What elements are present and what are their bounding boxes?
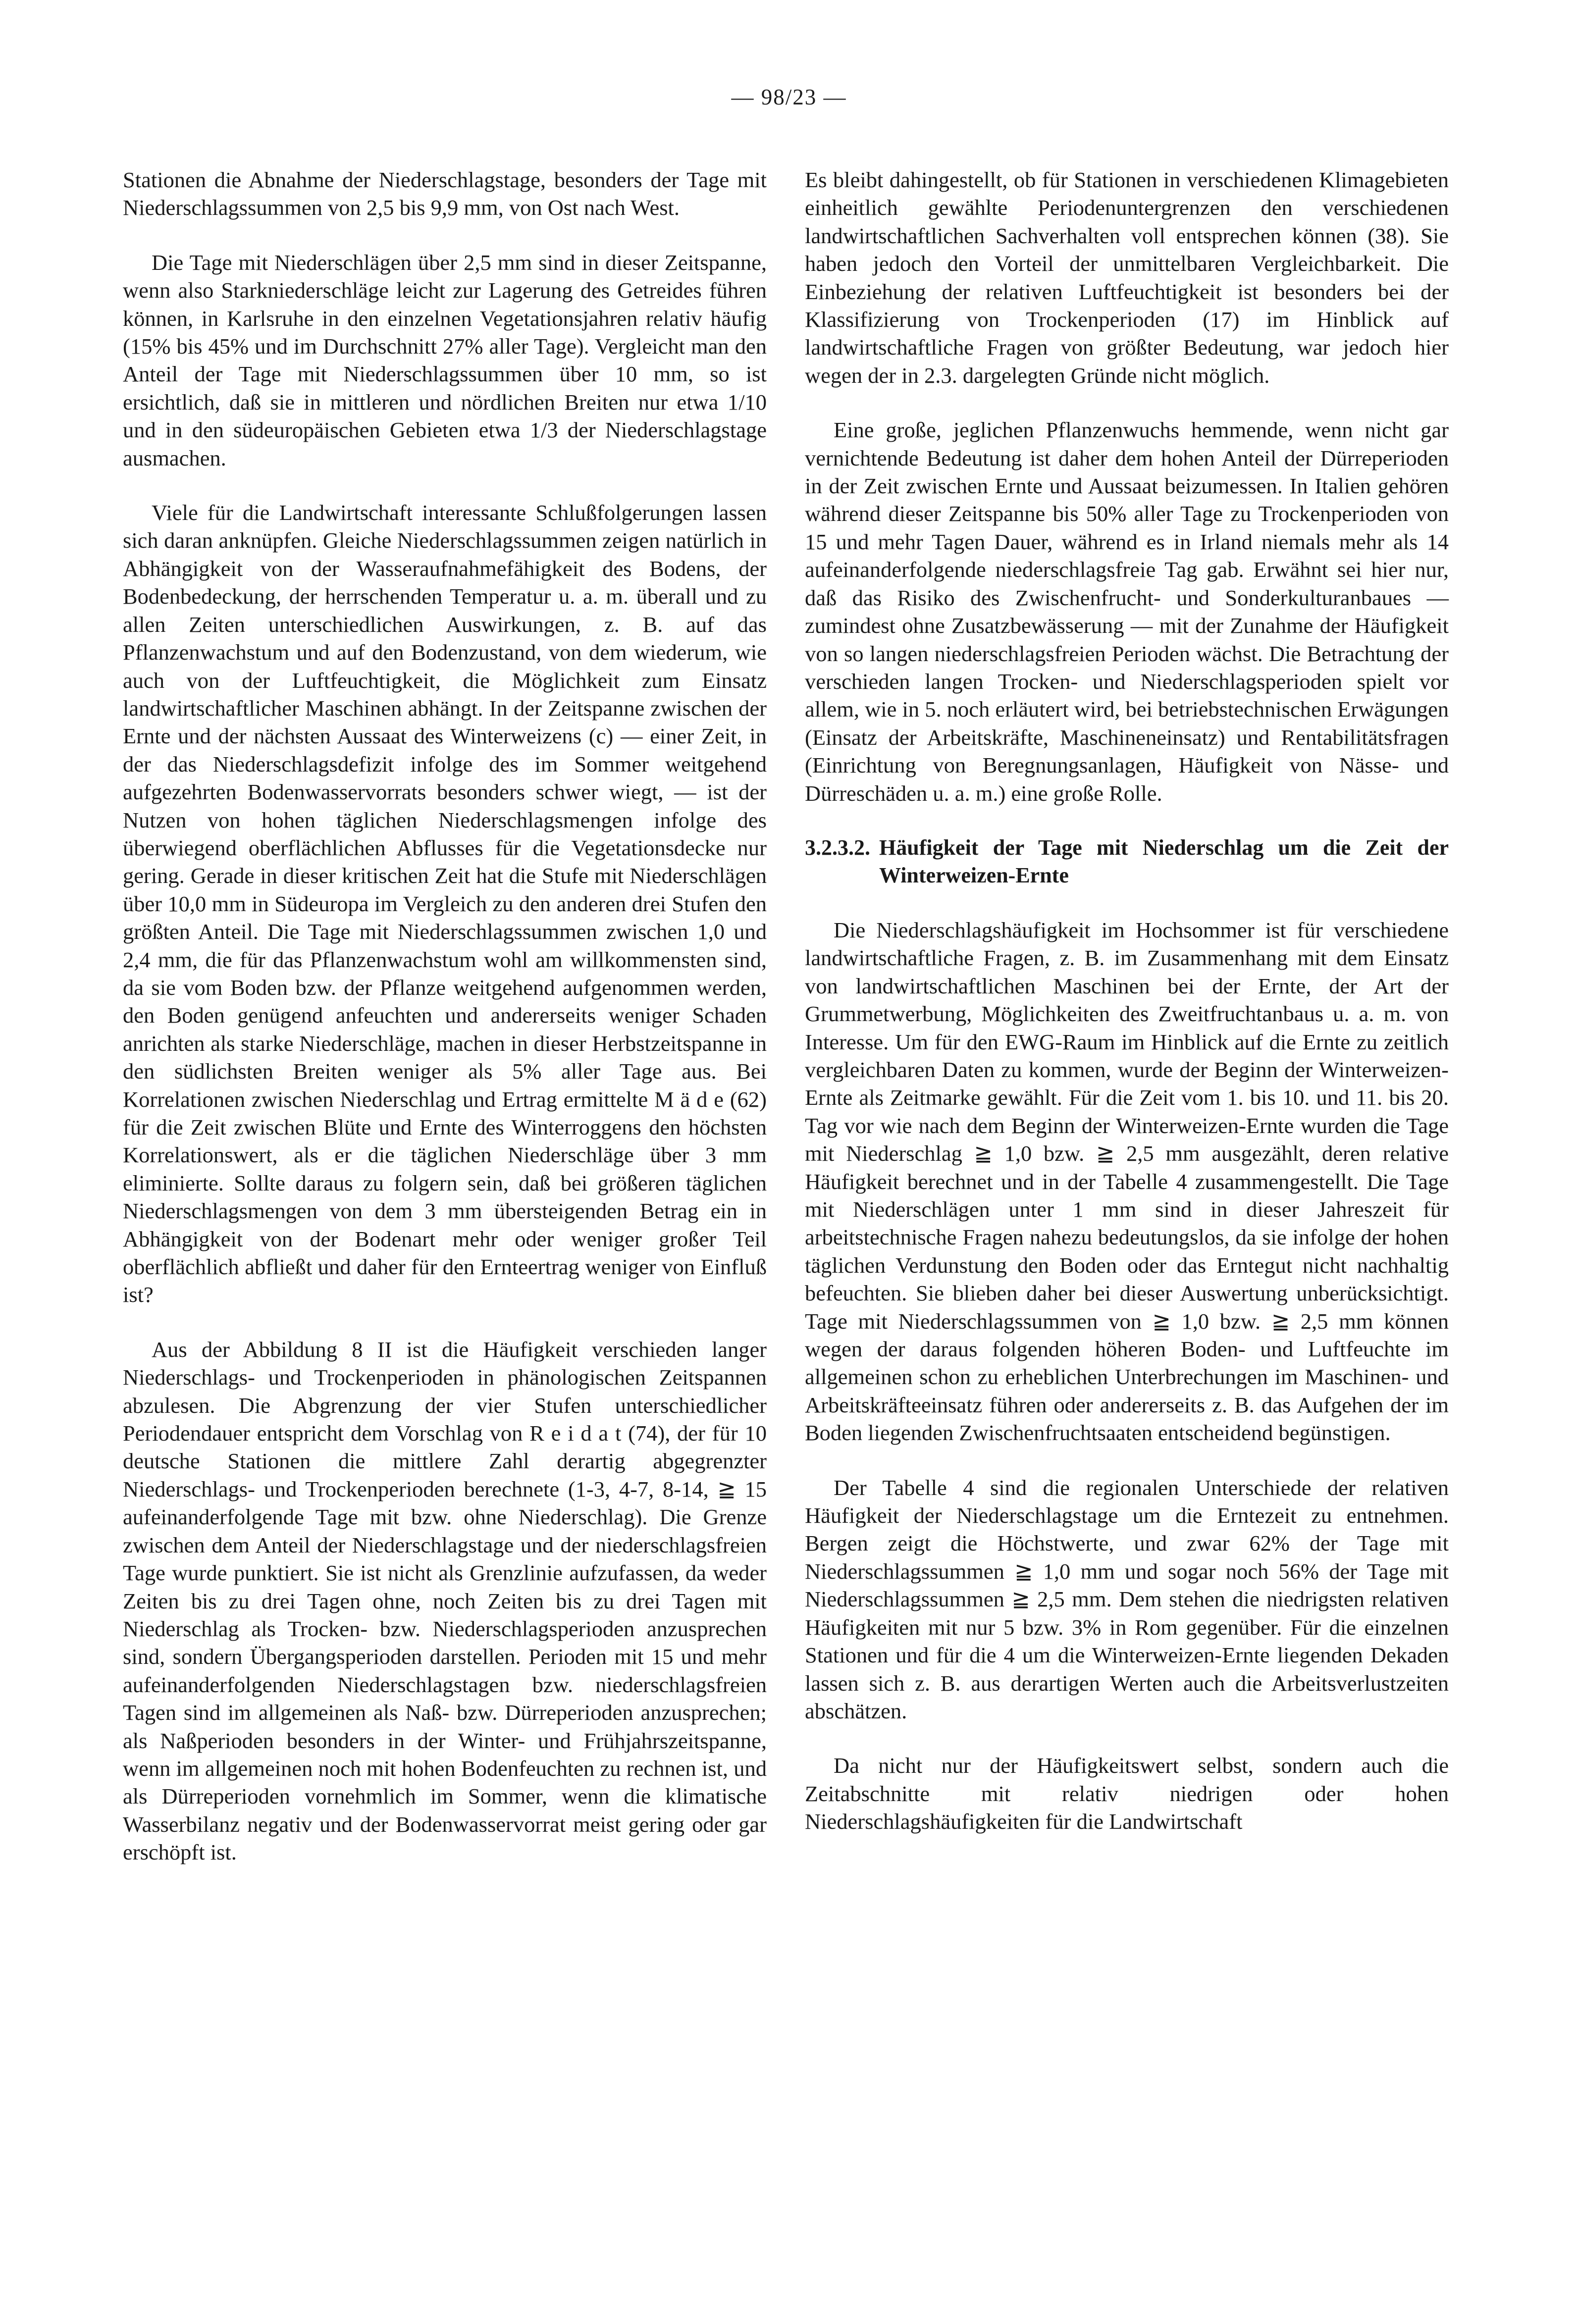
paragraph: Stationen die Abnahme der Niederschlagstage, besonders der Tage mit Niederschlagssummen von 2,5 bis 9,9 mm, von Ost nach West.: [123, 167, 767, 220]
section-heading: [805, 834, 1449, 889]
paragraph: Der Tabelle 4 sind die regionalen Unterschiede der relativen Häufigkeit der Niederschlagstage um die Erntezeit zu entnehmen. Bergen zeigt die Höchstwerte, und zwar 62% der Tage mit Niederschlagssummen ≧ 1,0 mm und sogar noch 56% der Tage mit Niederschlagssummen ≧ 2,5 mm. Dem stehen die niedrigsten relativen Häufigkeiten mit nur 5 bzw. 3% in Rom gegenüber. Für die einzelnen Stationen und für die 4 um die Winterweizen-Ernte liegenden Dekaden lassen sich z. B. aus derartigen Werten auch die Arbeitsverlustzeiten abschätzen.: [805, 1475, 1449, 1723]
paragraph: Aus der Abbildung 8 II ist die Häufigkeit verschieden langer Niederschlags- und Trockenperioden in phänologischen Zeitspannen abzulesen. Die Abgrenzung der vier Stufen unterschiedlicher Periodendauer entspricht dem Vorschlag von R e i d a t (74), der für 10 deutsche Stationen die mittlere Zahl derartig abgegrenzter Niederschlags- und Trockenperioden berechnete (1-3, 4-7, 8-14, ≧ 15 aufeinanderfolgende Tage mit bzw. ohne Niederschlag). Die Grenze zwischen dem Anteil der Niederschlagstage und der niederschlagsfreien Tage wurde punktiert. Sie ist nicht als Grenzlinie aufzufassen, da weder Zeiten bis zu drei Tagen ohne, noch Zeiten bis zu drei Tagen mit Niederschlag als Trocken- bzw. Niederschlagsperioden anzusprechen sind, sondern Übergangsperioden darstellen. Perioden mit 15 und mehr aufeinanderfolgenden Niederschlagstagen bzw. niederschlagsfreien Tagen sind im allgemeinen als Naß- bzw. Dürreperioden anzusprechen; als Naßperioden besonders in der Winter- und Frühjahrszeitspanne, wenn im allgemeinen noch mit hohen Bodenfeuchten zu rechnen ist, und als Dürreperioden vornehmlich im Sommer, wenn die klimatische Wasserbilanz negativ und der Bodenwasservorrat meist gering oder gar erschöpft ist.: [123, 1337, 767, 1865]
paragraph: Eine große, jeglichen Pflanzenwuchs hemmende, wenn nicht gar vernichtende Bedeutung ist daher dem hohen Anteil der Dürreperioden in der Zeit zwischen Ernte und Aussaat beizumessen. In Italien gehören während dieser Zeitspanne bis 50% aller Tage zu Trockenperioden von 15 und mehr Tagen Dauer, während es in Irland niemals mehr als 14 aufeinanderfolgende niederschlagsfreie Tag gab. Erwähnt sei hier nur, daß das Risiko des Zwischenfrucht- und Sonderkulturanbaues — zumindest ohne Zusatzbewässerung — mit der Zunahme der Häufigkeit von so langen niederschlagsfreien Perioden wächst. Die Betrachtung der verschieden langen Trocken- und Niederschlagsperioden spielt vor allem, wie in 5. noch erläutert wird, bei betriebstechnischen Erwägungen (Einsatz der Arbeitskräfte, Maschineneinsatz) und Rentabilitätsfragen (Einrichtung von Beregnungsanlagen, Häufigkeit von Nässe- und Dürreschäden u. a. m.) eine große Rolle.: [805, 417, 1449, 806]
section-title: Häufigkeit der Tage mit Niederschlag um die Zeit der Winterweizen-Ernte: [879, 835, 1449, 887]
right-column: [805, 166, 1449, 1836]
page-number: — 98/23 —: [731, 85, 847, 109]
paragraph: Die Niederschlagshäufigkeit im Hochsommer ist für verschiedene landwirtschaftliche Fragen, z. B. im Zusammenhang mit dem Einsatz von landwirtschaftlichen Maschinen bei der Ernte, der Art der Grummetwerbung, Möglichkeiten des Zweitfruchtanbaus u. a. m. von Interesse. Um für den EWG-Raum im Hinblick auf die Ernte zu zeitlich vergleichbaren Daten zu kommen, wurde der Beginn der Winterweizen-Ernte als Zeitmarke gewählt. Für die Zeit vom 1. bis 10. und 11. bis 20. Tag vor wie nach dem Beginn der Winterweizen-Ernte wurden die Tage mit Niederschlag ≧ 1,0 bzw. ≧ 2,5 mm ausgezählt, deren relative Häufigkeit berechnet und in der Tabelle 4 zusammengestellt. Die Tage mit Niederschlägen unter 1 mm sind in dieser Jahreszeit für arbeitstechnische Fragen nahezu bedeutungslos, da sie infolge der hohen täglichen Verdunstung den Boden oder das Erntegut nicht nachhaltig befeuchten. Sie blieben daher bei dieser Auswertung unberücksichtigt. Tage mit Niederschlagssummen von ≧ 1,0 bzw. ≧ 2,5 mm können wegen der daraus folgenden höheren Boden- und Luftfeuchte im allgemeinen schon zu erheblichen Unterbrechungen im Maschinen- und Arbeitskräfteeinsatz führen oder andererseits z. B. das Aufgehen der im Boden liegenden Zwischenfruchtsaaten entscheidend begünstigen.: [805, 917, 1449, 1446]
paragraph: Da nicht nur der Häufigkeitswert selbst, sondern auch die Zeitabschnitte mit relativ niedrigen oder hohen Niederschlagshäufigkeiten für die Landwirtschaft: [805, 1753, 1449, 1834]
section-number: 3.2.3.2.: [805, 835, 870, 860]
paragraph: Die Tage mit Niederschlägen über 2,5 mm sind in dieser Zeitspanne, wenn also Starkniederschläge leicht zur Lagerung des Getreides führen können, in Karlsruhe in den einzelnen Vegetationsjahren relativ häufig (15% bis 45% und im Durchschnitt 27% aller Tage). Vergleicht man den Anteil der Tage mit Niederschlagssummen über 10 mm, so ist ersichtlich, daß sie in mittleren und nördlichen Breiten nur etwa 1/10 und in den südeuropäischen Gebieten etwa 1/3 der Niederschlagstage ausmachen.: [123, 250, 767, 470]
paragraph: Es bleibt dahingestellt, ob für Stationen in verschiedenen Klimagebieten einheitlich gewählte Periodenuntergrenzen den verschiedenen landwirtschaftlichen Sachverhalten voll entsprechen können (38). Sie haben jedoch den Vorteil der unmittelbaren Vergleichbarkeit. Die Einbeziehung der relativen Luftfeuchtigkeit ist besonders bei der Klassifizierung von Trockenperioden (17) im Hinblick auf landwirtschaftliche Fragen von größter Bedeutung, war jedoch hier wegen der in 2.3. dargelegten Gründe nicht möglich.: [805, 167, 1449, 388]
paragraph: Viele für die Landwirtschaft interessante Schlußfolgerungen lassen sich daran anknüpfen. Gleiche Niederschlagssummen zeigen natürlich in Abhängigkeit von der Wasseraufnahmefähigkeit des Bodens, der Bodenbedeckung, der herrschenden Temperatur u. a. m. überall und zu allen Zeiten unterschiedlichen Auswirkungen, z. B. auf das Pflanzenwachstum und auf den Bodenzustand, von dem wiederum, wie auch von der Luftfeuchtigkeit, die Möglichkeit zum Einsatz landwirtschaftlicher Maschinen abhängt. In der Zeitspanne zwischen der Ernte und der nächsten Aussaat des Winterweizens (c) — einer Zeit, in der das Niederschlagsdefizit infolge des im Sommer weitgehend aufgezehrten Bodenwasservorrats besonders schwer wiegt, — ist der Nutzen von hohen täglichen Niederschlagsmengen infolge des überwiegend oberflächlichen Abflusses für die Vegetationsdecke nur gering. Gerade in dieser kritischen Zeit hat die Stufe mit Niederschlägen über 10,0 mm in Südeuropa im Vergleich zu den anderen drei Stufen den größten Anteil. Die Tage mit Niederschlagssummen zwischen 1,0 und 2,4 mm, die für das Pflanzenwachstum wohl am willkommensten sind, da sie vom Boden bzw. der Pflanze weitgehend aufgenommen werden, den Boden genügend anfeuchten und andererseits weniger Schaden anrichten als starke Niederschläge, machen in dieser Herbstzeitspanne in den südlichsten Breiten weniger als 5% aller Tage aus. Bei Korrelationen zwischen Niederschlag und Ertrag ermittelte M ä d e (62) für die Zeit zwischen Blüte und Ernte des Winterroggens den höchsten Korrelationswert, als er die täglichen Niederschläge über 3 mm eliminierte. Sollte daraus zu folgern sein, daß bei größeren täglichen Niederschlagsmengen von dem 3 mm übersteigenden Betrag ein in Abhängigkeit von der Bodenart mehr oder weniger großer Teil oberflächlich abfließt und daher für den Ernteertrag weniger von Einfluß ist?: [123, 500, 767, 1307]
left-column: [123, 166, 767, 1866]
